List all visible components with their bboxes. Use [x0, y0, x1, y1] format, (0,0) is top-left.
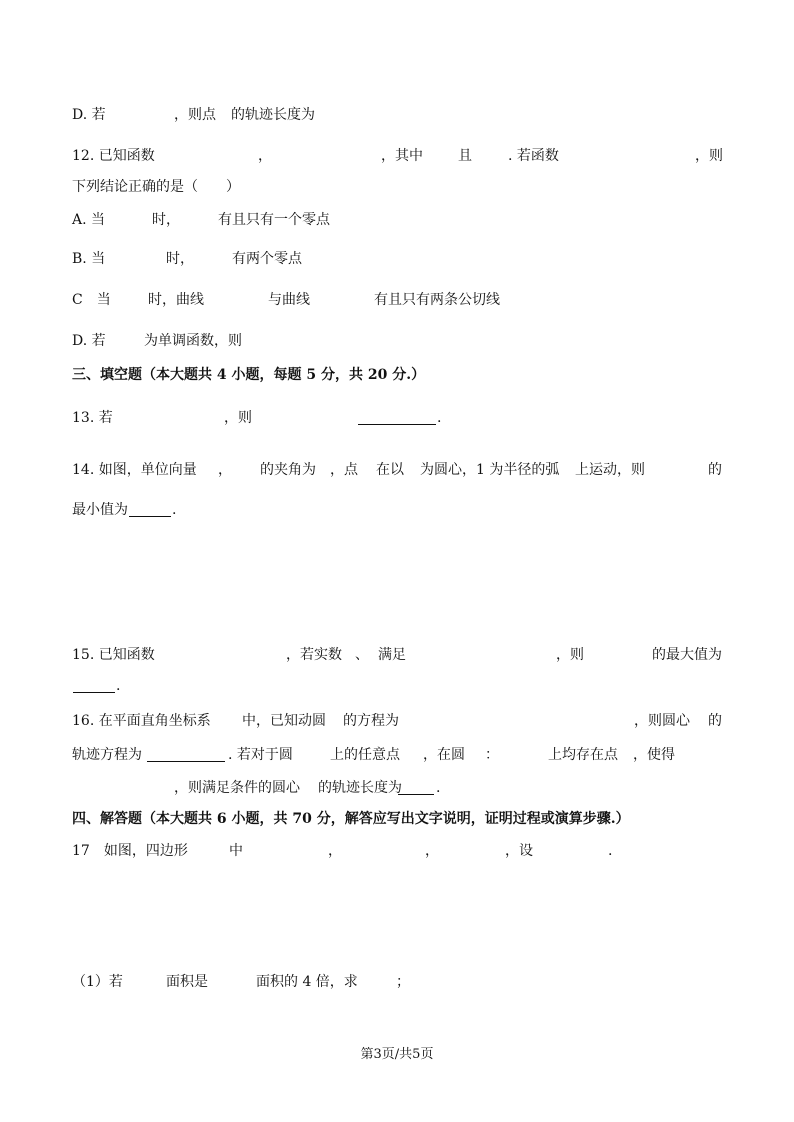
q16-text-line3: 的轨迹长度为 — [318, 780, 402, 796]
q16-text: 中，已知动圆 — [242, 713, 326, 729]
q16-text: 16. 在平面直角坐标系 — [72, 713, 211, 729]
q16-text-line2: . 若对于圆 — [228, 747, 293, 763]
q15-text: 、 — [355, 647, 369, 663]
q12-option-b: B. 当 — [72, 251, 106, 267]
q16-text-line2: ： — [485, 747, 499, 763]
q11-option-d-prefix: D. 若 — [72, 107, 106, 123]
q17-part-1: 面积是 — [166, 974, 208, 990]
q16-text: ，则圆心 — [634, 713, 690, 729]
section-4-heading: 四、解答题（本大题共 6 小题，共 70 分，解答应写出文字说明，证明过程或演算步骤.） — [72, 811, 630, 827]
q12-stem: . 若函数 — [508, 148, 559, 164]
q13-answer-blank — [358, 424, 436, 425]
q12-option-b: 有两个零点 — [232, 251, 302, 267]
q13-text: ，则 — [224, 410, 252, 426]
q12-stem: ，其中 — [381, 148, 423, 164]
q16-text-line2: 上均存在点 — [548, 747, 618, 763]
q14-text-line2: 最小值为 — [72, 502, 128, 518]
q13-text: 13. 若 — [72, 410, 113, 426]
q14-text: 14. 如图，单位向量 — [72, 462, 197, 478]
q12-option-b: 时， — [166, 251, 194, 267]
q12-option-c: C 当 — [72, 292, 111, 308]
q15-text: 15. 已知函数 — [72, 647, 155, 663]
q15-end: . — [116, 678, 121, 694]
q12-option-c: 与曲线 — [268, 292, 310, 308]
q12-stem: 且 — [458, 148, 472, 164]
q16-answer-blank-2 — [398, 794, 434, 795]
q16-text: 的方程为 — [343, 713, 399, 729]
q15-answer-blank — [73, 692, 115, 693]
q12-option-c: 时，曲线 — [148, 292, 204, 308]
q12-option-a: A. 当 — [72, 212, 106, 228]
q16-text-line2: 轨迹方程为 — [72, 747, 142, 763]
q14-text: 的 — [708, 462, 722, 478]
q12-option-a: 有且只有一个零点 — [218, 212, 330, 228]
q14-text: ，点 — [330, 462, 358, 478]
q14-text: 在以 — [376, 462, 404, 478]
q15-text: 满足 — [378, 647, 406, 663]
q14-text: 为圆心，1 为半径的弧 — [420, 462, 560, 478]
q12-option-c: 有且只有两条公切线 — [374, 292, 500, 308]
q17-text: ， — [425, 843, 439, 859]
section-3-heading: 三、填空题（本大题共 4 小题，每题 5 分，共 20 分.） — [72, 367, 426, 383]
q17-text: 17 如图，四边形 — [72, 843, 188, 859]
q14-text: 的夹角为 — [260, 462, 316, 478]
q15-text: ，则 — [556, 647, 584, 663]
q16-answer-blank — [147, 761, 225, 762]
q13-end: . — [437, 410, 442, 426]
q12-option-d: D. 若 — [72, 333, 106, 349]
q17-text: ，设 — [505, 843, 533, 859]
q12-stem-line2: 下列结论正确的是（ ） — [72, 179, 240, 195]
q16-text-line2: 上的任意点 — [330, 747, 400, 763]
q17-text: 中 — [229, 843, 243, 859]
q17-part-1: （1）若 — [72, 974, 123, 990]
q16-text-line2: ，在圆 — [423, 747, 465, 763]
q11-option-d-text: ，则点 — [174, 107, 216, 123]
page-number-footer: 第3页/共5页 — [360, 1047, 434, 1062]
q17-part-1: 面积的 4 倍，求 — [256, 974, 358, 990]
q14-end: . — [172, 502, 177, 518]
q12-stem: ， — [258, 148, 272, 164]
q12-option-a: 时， — [152, 212, 180, 228]
q15-text: 的最大值为 — [652, 647, 722, 663]
q12-stem: 12. 已知函数 — [72, 148, 155, 164]
q17-text: . — [608, 843, 613, 859]
q15-text: ，若实数 — [286, 647, 342, 663]
q16-text-line2: ，使得 — [633, 747, 675, 763]
q11-option-d-text: 的轨迹长度为 — [231, 107, 315, 123]
q16-text: 的 — [708, 713, 722, 729]
q16-end: . — [436, 780, 441, 796]
q14-answer-blank — [129, 516, 171, 517]
q17-part-1: ； — [396, 974, 410, 990]
q14-text: 上运动，则 — [575, 462, 645, 478]
q12-stem: ，则 — [695, 148, 723, 164]
q14-text: ， — [218, 462, 232, 478]
q12-option-d: 为单调函数，则 — [144, 333, 242, 349]
q16-text-line3: ，则满足条件的圆心 — [174, 780, 300, 796]
q17-text: ， — [328, 843, 342, 859]
